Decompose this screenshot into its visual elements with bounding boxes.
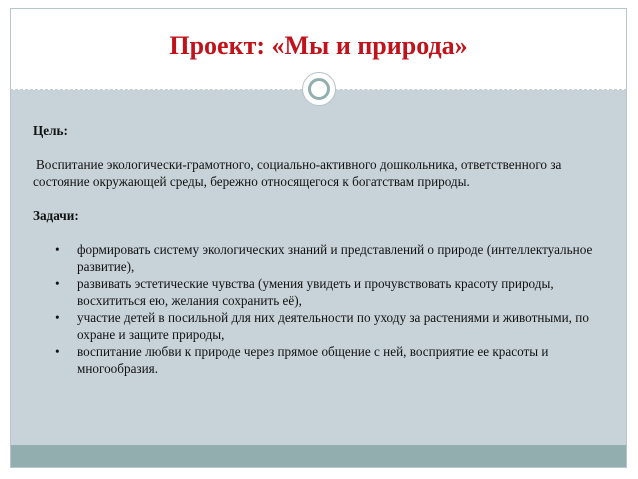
- circle-ornament-ring: [308, 78, 330, 100]
- tasks-list: [33, 241, 613, 377]
- spacer: [33, 139, 613, 156]
- slide-title: Проект: «Мы и природа»: [169, 31, 468, 60]
- task-text: воспитание любви к природе через прямое общение с ней, восприятие ее красоты и многообразия.: [77, 344, 549, 376]
- task-text: развивать эстетические чувства (умения увидеть и прочувствовать красоту природы, восхититься ею, желания сохранить её),: [77, 276, 554, 308]
- task-item: [33, 309, 613, 343]
- task-text: участие детей в посильной для них деятельности по уходу за растениями и животными, по охране и защите природы,: [77, 310, 589, 342]
- spacer: [33, 224, 613, 241]
- bullet-icon: •: [55, 276, 60, 291]
- slide-content: [33, 122, 613, 377]
- task-item: [33, 343, 613, 377]
- bottom-accent-bar: [11, 445, 626, 467]
- task-item: [33, 275, 613, 309]
- circle-ornament-icon: [302, 72, 336, 106]
- bullet-icon: •: [55, 344, 60, 359]
- goal-label: Цель:: [33, 123, 68, 138]
- goal-text: Воспитание экологически-грамотного, социально-активного дошкольника, ответственного за состояние окружающей среды, бережно относящегося к богатствам природы.: [33, 157, 562, 189]
- task-item: [33, 241, 613, 275]
- task-text: формировать систему экологических знаний и представлений о природе (интеллектуальное развитие),: [77, 242, 593, 274]
- bullet-icon: •: [55, 310, 60, 325]
- tasks-label: Задачи:: [33, 208, 79, 223]
- bullet-icon: •: [55, 242, 60, 257]
- spacer: [33, 190, 613, 207]
